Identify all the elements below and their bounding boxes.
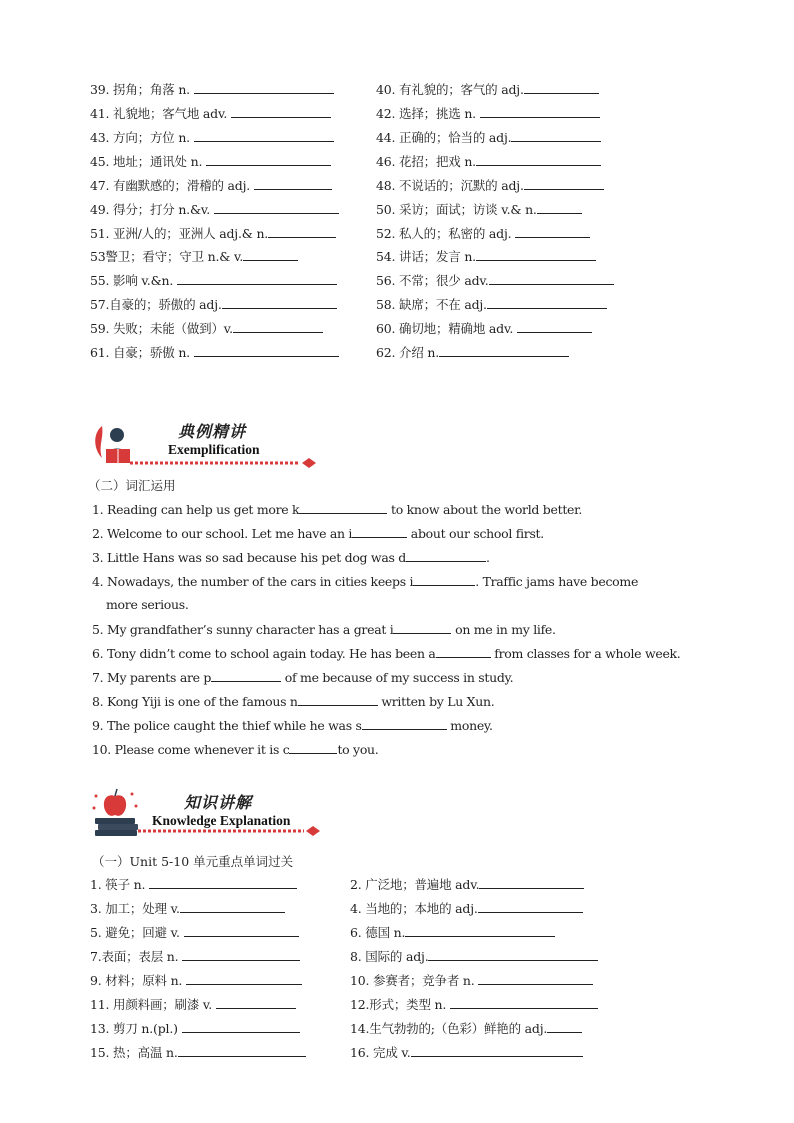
answer-blank[interactable]	[177, 272, 337, 285]
vocab-label: 46. 花招；把戏 n.	[376, 154, 476, 169]
exercise-text: 4. Nowadays, the number of the cars in cities keeps i	[92, 574, 414, 589]
banner-en-title: Exemplification	[168, 442, 260, 457]
exemplification-banner	[88, 420, 328, 472]
vocab-item	[350, 875, 584, 893]
vocab-label: 2. 广泛地；普遍地 adv.	[350, 877, 480, 892]
exercise-text: more serious.	[106, 597, 189, 612]
vocab-item	[376, 271, 614, 289]
section-title-unit-words: （一）Unit 5-10 单元重点单词过关	[92, 854, 294, 869]
vocab-label: 4. 当地的；本地的 adj.	[350, 901, 478, 916]
exercise-text: 3. Little Hans was so sad because his pet dog was d	[92, 550, 406, 565]
answer-blank[interactable]	[413, 573, 475, 586]
vocab-label: 44. 正确的；恰当的 adj.	[376, 130, 512, 145]
vocab-label: 51. 亚洲/人的；亚洲人 adj.& n.	[90, 226, 269, 241]
vocab-label: 50. 采访；面试；访谈 v.& n.	[376, 202, 537, 217]
vocab-label: 60. 确切地；精确地 adv.	[376, 321, 517, 336]
vocab-label: 47. 有幽默感的；滑稽的 adj.	[90, 178, 254, 193]
exercise-text: 8. Kong Yiji is one of the famous n	[92, 694, 298, 709]
vocab-item	[90, 995, 296, 1013]
vocab-item	[90, 875, 297, 893]
exercise-text: 7. My parents are p	[92, 670, 212, 685]
vocab-label: 40. 有礼貌的；客气的 adj.	[376, 82, 524, 97]
vocab-item	[350, 923, 555, 941]
answer-blank[interactable]	[206, 153, 331, 166]
vocab-item	[90, 947, 300, 965]
exercise-text: 6. Tony didn’t come to school again today. He has been a	[92, 646, 436, 661]
vocab-label: 55. 影响 v.&n.	[90, 273, 177, 288]
exercise-text: 10. Please come whenever it is c	[92, 742, 290, 757]
vocab-item	[90, 200, 339, 218]
vocab-item	[90, 80, 334, 98]
vocab-item	[90, 152, 331, 170]
answer-blank[interactable]	[479, 876, 584, 889]
banner-cn-title: 典例精讲	[178, 422, 247, 441]
exercise-text: of me because of my success in study.	[281, 670, 514, 685]
vocab-label: 15. 热；高温 n.	[90, 1045, 178, 1060]
vocab-item	[376, 128, 601, 146]
vocab-label: 59. 失败；未能（做到）v.	[90, 321, 233, 336]
answer-blank[interactable]	[405, 924, 555, 937]
answer-blank[interactable]	[524, 177, 604, 190]
vocab-item	[376, 200, 582, 218]
answer-blank[interactable]	[478, 900, 583, 913]
exercise-text: about our school first.	[407, 526, 544, 541]
answer-blank[interactable]	[231, 105, 331, 118]
vocab-item	[90, 971, 302, 989]
answer-blank[interactable]	[182, 1020, 300, 1033]
exercise-item	[92, 717, 493, 733]
vocab-label: 10. 参赛者；竞争者 n.	[350, 973, 479, 988]
vocab-label: 12.形式；类型 n.	[350, 997, 450, 1012]
vocab-label: 54. 讲话；发言 n.	[376, 249, 476, 264]
vocab-label: 13. 剪刀 n.(pl.)	[90, 1021, 182, 1036]
vocab-label: 57.自豪的；骄傲的 adj.	[90, 297, 222, 312]
exercise-item	[92, 501, 582, 517]
answer-blank[interactable]	[480, 105, 600, 118]
answer-blank[interactable]	[547, 1020, 582, 1033]
vocab-item	[350, 971, 593, 989]
exercise-item	[92, 549, 490, 565]
vocab-item	[376, 343, 569, 361]
vocab-label: 45. 地址；通讯处 n.	[90, 154, 207, 169]
vocab-item	[376, 319, 592, 337]
vocab-item	[376, 80, 599, 98]
vocab-label: 61. 自豪；骄傲 n.	[90, 345, 194, 360]
answer-blank[interactable]	[178, 1044, 306, 1057]
vocab-label: 42. 选择；挑选 n.	[376, 106, 480, 121]
answer-blank[interactable]	[478, 972, 593, 985]
vocab-item	[90, 271, 337, 289]
answer-blank[interactable]	[476, 248, 596, 261]
answer-blank[interactable]	[194, 129, 334, 142]
vocab-item	[90, 319, 323, 337]
exercise-text: on me in my life.	[451, 622, 556, 637]
banner-en-title: Knowledge Explanation	[152, 813, 291, 828]
vocab-item	[350, 1043, 583, 1061]
vocab-item	[90, 224, 336, 242]
exercise-text: to know about the world better.	[387, 502, 583, 517]
vocab-item	[90, 343, 339, 361]
answer-blank[interactable]	[184, 924, 299, 937]
answer-blank[interactable]	[362, 717, 447, 730]
vocab-item	[350, 899, 583, 917]
answer-blank[interactable]	[489, 272, 614, 285]
vocab-item	[90, 1043, 306, 1061]
vocab-item	[90, 899, 285, 917]
answer-blank[interactable]	[517, 320, 592, 333]
vocab-item	[350, 1019, 582, 1037]
exercise-text: to you.	[337, 742, 379, 757]
vocab-label: 3. 加工；处理 v.	[90, 901, 180, 916]
answer-blank[interactable]	[406, 549, 486, 562]
vocab-label: 11. 用颜料画；刷漆 v.	[90, 997, 216, 1012]
vocab-item	[90, 295, 337, 313]
answer-blank[interactable]	[436, 645, 491, 658]
knowledge-banner	[92, 786, 332, 842]
answer-blank[interactable]	[439, 344, 569, 357]
vocab-label: 58. 缺席；不在 adj.	[376, 297, 487, 312]
exercise-text: written by Lu Xun.	[377, 694, 495, 709]
answer-blank[interactable]	[393, 621, 451, 634]
vocab-label: 56. 不常；很少 adv.	[376, 273, 489, 288]
vocab-item	[90, 128, 334, 146]
answer-blank[interactable]	[243, 248, 298, 261]
answer-blank[interactable]	[487, 296, 607, 309]
vocab-item	[90, 104, 331, 122]
vocab-item	[350, 995, 598, 1013]
answer-blank[interactable]	[194, 344, 339, 357]
vocab-label: 52. 私人的；私密的 adj.	[376, 226, 516, 241]
answer-blank[interactable]	[524, 81, 599, 94]
exercise-item	[106, 597, 189, 612]
answer-blank[interactable]	[180, 900, 285, 913]
answer-blank[interactable]	[298, 693, 378, 706]
vocab-label: 5. 避免；回避 v.	[90, 925, 184, 940]
vocab-label: 8. 国际的 adj.	[350, 949, 429, 964]
vocab-label: 16. 完成 v.	[350, 1045, 411, 1060]
answer-blank[interactable]	[450, 996, 598, 1009]
vocab-item	[376, 295, 607, 313]
vocab-label: 41. 礼貌地；客气地 adv.	[90, 106, 231, 121]
exercise-text: money.	[446, 718, 493, 733]
exercise-text: 2. Welcome to our school. Let me have an i	[92, 526, 353, 541]
answer-blank[interactable]	[268, 225, 336, 238]
answer-blank[interactable]	[254, 177, 332, 190]
vocab-item	[376, 247, 596, 265]
answer-blank[interactable]	[537, 201, 582, 214]
exercise-text: . Traffic jams have become	[475, 574, 639, 589]
banner-cn-title: 知识讲解	[184, 793, 253, 812]
exercise-item	[92, 645, 681, 661]
answer-blank[interactable]	[233, 320, 323, 333]
answer-blank[interactable]	[476, 153, 601, 166]
answer-blank[interactable]	[428, 948, 598, 961]
exercise-item	[92, 693, 494, 709]
vocab-item	[90, 176, 332, 194]
vocab-label: 62. 介绍 n.	[376, 345, 440, 360]
answer-blank[interactable]	[186, 972, 302, 985]
answer-blank[interactable]	[289, 741, 337, 754]
vocab-label: 48. 不说话的；沉默的 adj.	[376, 178, 524, 193]
vocab-label: 1. 筷子 n.	[90, 877, 150, 892]
vocab-label: 39. 拐角；角落 n.	[90, 82, 194, 97]
answer-blank[interactable]	[299, 501, 387, 514]
vocab-label: 49. 得分；打分 n.&v.	[90, 202, 214, 217]
exercise-text: from classes for a whole week.	[490, 646, 681, 661]
answer-blank[interactable]	[515, 225, 590, 238]
exercise-item	[92, 669, 513, 685]
vocab-item	[350, 947, 598, 965]
answer-blank[interactable]	[214, 201, 339, 214]
exercise-item	[92, 741, 378, 757]
answer-blank[interactable]	[149, 876, 297, 889]
answer-blank[interactable]	[211, 669, 281, 682]
vocab-label: 6. 德国 n.	[350, 925, 406, 940]
exercise-text: 9. The police caught the thief while he was s	[92, 718, 362, 733]
answer-blank[interactable]	[352, 525, 407, 538]
vocab-item	[376, 152, 601, 170]
exercise-text: .	[485, 550, 490, 565]
vocab-label: 53警卫；看守；守卫 n.& v.	[90, 249, 244, 264]
vocab-label: 43. 方向；方位 n.	[90, 130, 194, 145]
section-title-vocab-use: （二）词汇运用	[88, 478, 176, 493]
answer-blank[interactable]	[411, 1044, 583, 1057]
answer-blank[interactable]	[194, 81, 334, 94]
exercise-item	[92, 621, 556, 637]
exercise-text: 5. My grandfather’s sunny character has a great i	[92, 622, 394, 637]
answer-blank[interactable]	[511, 129, 601, 142]
vocab-label: 7.表面；表层 n.	[90, 949, 183, 964]
answer-blank[interactable]	[222, 296, 337, 309]
exercise-item	[92, 525, 544, 541]
exercise-item	[92, 573, 638, 589]
exercise-text: 1. Reading can help us get more k	[92, 502, 300, 517]
vocab-label: 9. 材料；原料 n.	[90, 973, 186, 988]
vocab-item	[90, 923, 299, 941]
vocab-item	[90, 1019, 300, 1037]
vocab-item	[376, 224, 590, 242]
vocab-item	[376, 176, 604, 194]
answer-blank[interactable]	[216, 996, 296, 1009]
answer-blank[interactable]	[182, 948, 300, 961]
vocab-item	[376, 104, 600, 122]
vocab-label: 14.生气勃勃的;（色彩）鲜艳的 adj.	[350, 1021, 548, 1036]
vocab-item	[90, 247, 298, 265]
